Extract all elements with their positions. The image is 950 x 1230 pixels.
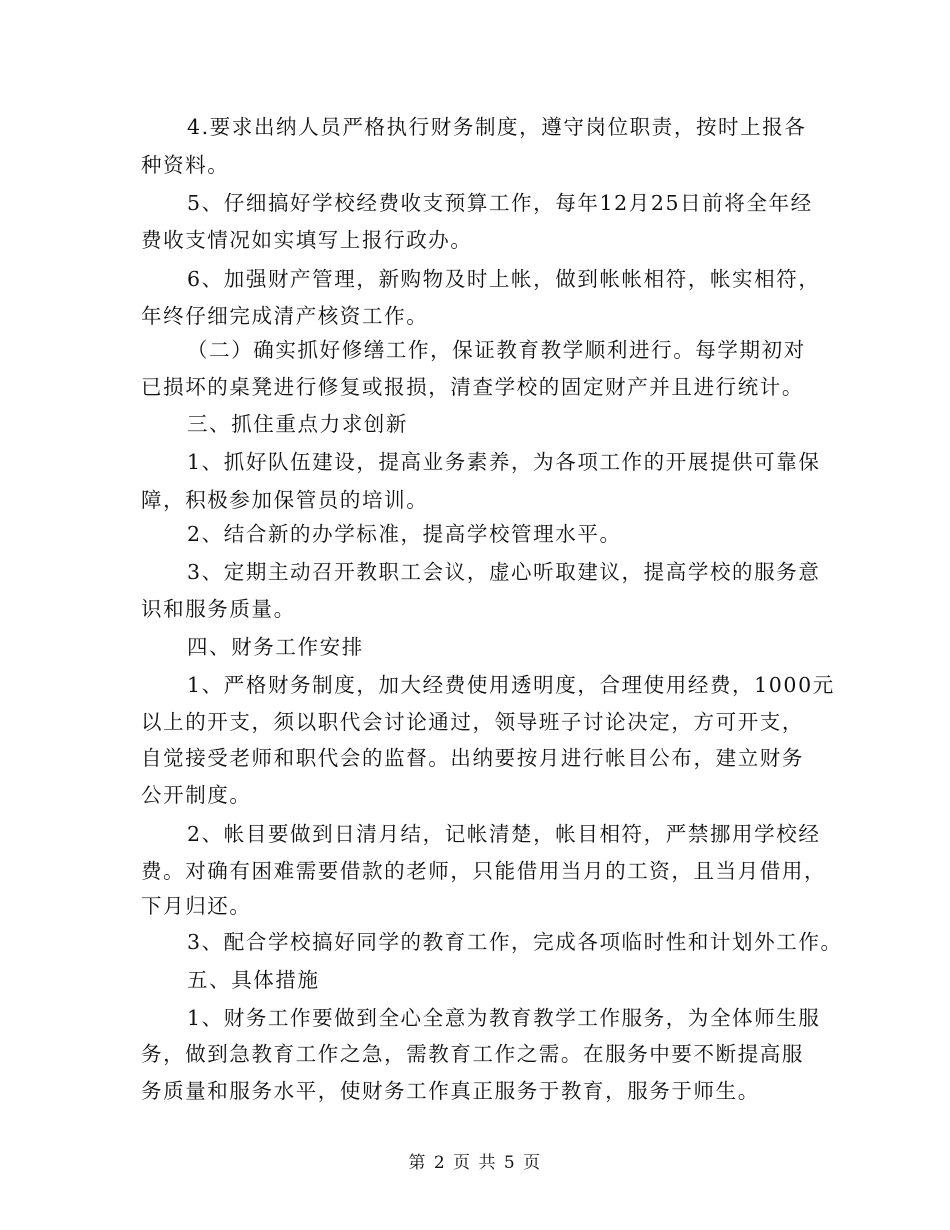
section-heading: 四、财务工作安排 <box>187 635 364 659</box>
text-line: （二）确实抓好修缮工作，保证教育教学顺利进行。每学期初对 <box>187 338 806 362</box>
text-line: 1、抓好队伍建设，提高业务素养，为各项工作的开展提供可靠保 <box>187 450 821 474</box>
text-line: 2、帐目要做到日清月结，记帐清楚，帐目相符，严禁挪用学校经 <box>187 822 821 846</box>
page-number-footer: 第 2 页 共 5 页 <box>408 1153 542 1173</box>
text-line: 4.要求出纳人员严格执行财务制度，遵守岗位职责，按时上报各 <box>187 115 807 139</box>
text-line: 障，积极参加保管员的培训。 <box>141 488 429 512</box>
text-line: 5、仔细搞好学校经费收支预算工作，每年12月25日前将全年经 <box>187 191 813 215</box>
text-line: 种资料。 <box>141 153 230 177</box>
text-line: 3、配合学校搞好同学的教育工作，完成各项临时性和计划外工作。 <box>187 930 843 954</box>
text-line: 务，做到急教育工作之急，需教育工作之需。在服务中要不断提高服 <box>141 1042 804 1066</box>
text-line: 务质量和服务水平，使财务工作真正服务于教育，服务于师生。 <box>141 1079 760 1103</box>
text-line: 费收支情况如实填写上报行政办。 <box>141 228 473 252</box>
text-line: 1、财务工作要做到全心全意为教育教学工作服务，为全体师生服 <box>187 1006 821 1030</box>
text-line: 公开制度。 <box>141 783 252 807</box>
text-line: 3、定期主动召开教职工会议，虚心听取建议，提高学校的服务意 <box>187 560 821 584</box>
text-line: 下月归还。 <box>141 894 252 918</box>
section-heading: 五、具体措施 <box>187 968 320 992</box>
text-line: 2、结合新的办学标准，提高学校管理水平。 <box>187 522 622 546</box>
section-heading: 三、抓住重点力求创新 <box>187 412 408 436</box>
text-line: 识和服务质量。 <box>141 597 296 621</box>
text-line: 以上的开支，须以职代会讨论通过，领导班子讨论决定，方可开支， <box>141 710 804 734</box>
text-line: 费。对确有困难需要借款的老师，只能借用当月的工资，且当月借用， <box>141 859 827 883</box>
text-line: 年终仔细完成清产核资工作。 <box>141 304 429 328</box>
text-line: 已损坏的桌凳进行修复或报损，清查学校的固定财产并且进行统计。 <box>141 375 804 399</box>
text-line: 6、加强财产管理，新购物及时上帐，做到帐帐相符，帐实相符， <box>187 267 821 291</box>
text-line: 自觉接受老师和职代会的监督。出纳要按月进行帐目公布，建立财务 <box>141 746 804 770</box>
text-line: 1、严格财务制度，加大经费使用透明度，合理使用经费，1000元 <box>187 673 835 697</box>
